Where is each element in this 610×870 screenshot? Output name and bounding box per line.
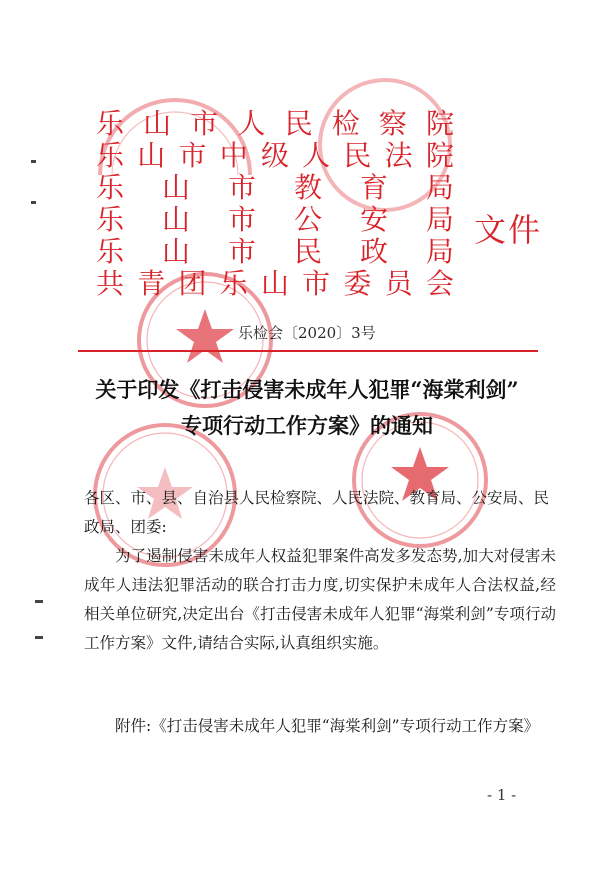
issuer-char: 安 bbox=[359, 203, 388, 236]
issuer-char: 市 bbox=[227, 171, 256, 204]
issuer-char: 人 bbox=[302, 139, 331, 172]
issuer-char: 民 bbox=[284, 107, 313, 140]
salutation: 各区、市、县、自治县人民检察院、人民法院、教育局、公安局、民政局、团委: bbox=[84, 489, 550, 536]
attachment-line: 附件:《打击侵害未成年人犯罪“海棠利剑”专项行动工作方案》 bbox=[115, 717, 540, 735]
margin-mark bbox=[35, 636, 43, 639]
margin-mark bbox=[35, 600, 43, 603]
issuer-char: 市 bbox=[227, 235, 256, 268]
issuer-char: 局 bbox=[425, 235, 454, 268]
issuer-char: 民 bbox=[343, 139, 372, 172]
issuer-row bbox=[96, 172, 454, 204]
page-number: - 1 - bbox=[487, 786, 517, 804]
issuer-row bbox=[96, 204, 454, 236]
issuer-char: 中 bbox=[219, 139, 248, 172]
issuer-row bbox=[96, 236, 454, 268]
issuer-char: 市 bbox=[190, 107, 219, 140]
title-line-1: 关于印发《打击侵害未成年人犯罪“海棠利剑” bbox=[95, 377, 519, 402]
issuer-char: 院 bbox=[425, 139, 454, 172]
issuer-char: 育 bbox=[359, 171, 388, 204]
issuer-char: 委 bbox=[343, 267, 372, 300]
issuer-char: 团 bbox=[178, 267, 207, 300]
issuer-char: 市 bbox=[178, 139, 207, 172]
issuer-char: 乐 bbox=[96, 107, 125, 140]
document-word: 文件 bbox=[474, 211, 543, 249]
issuer-char: 市 bbox=[302, 267, 331, 300]
margin-mark bbox=[31, 160, 36, 163]
margin-mark bbox=[31, 201, 36, 204]
issuer-char: 乐 bbox=[96, 235, 125, 268]
issuer-char: 员 bbox=[384, 267, 413, 300]
issuer-char: 山 bbox=[161, 203, 190, 236]
issuer-char: 会 bbox=[425, 267, 454, 300]
title-line-2: 专项行动工作方案》的通知 bbox=[181, 413, 433, 438]
issuer-char: 山 bbox=[161, 171, 190, 204]
issuer-char: 局 bbox=[425, 203, 454, 236]
issuer-char: 乐 bbox=[96, 171, 125, 204]
issuer-row bbox=[96, 108, 454, 140]
issuer-char: 检 bbox=[331, 107, 360, 140]
issuer-char: 山 bbox=[143, 107, 172, 140]
issuer-char: 市 bbox=[227, 203, 256, 236]
document-title bbox=[70, 372, 544, 444]
issuer-char: 乐 bbox=[96, 203, 125, 236]
issuer-char: 乐 bbox=[96, 139, 125, 172]
issuer-char: 乐 bbox=[219, 267, 248, 300]
issuer-char: 人 bbox=[237, 107, 266, 140]
issuer-char: 察 bbox=[378, 107, 407, 140]
issuer-char: 法 bbox=[384, 139, 413, 172]
issuer-char: 院 bbox=[425, 107, 454, 140]
issuer-row bbox=[96, 268, 454, 300]
issuer-char: 山 bbox=[161, 235, 190, 268]
red-divider bbox=[78, 350, 538, 352]
issuer-char: 局 bbox=[425, 171, 454, 204]
issuer-row bbox=[96, 140, 454, 172]
issuer-char: 政 bbox=[359, 235, 388, 268]
issuer-char: 山 bbox=[137, 139, 166, 172]
document-number: 乐检会〔2020〕3号 bbox=[238, 324, 376, 342]
issuer-char: 山 bbox=[260, 267, 289, 300]
issuer-char: 民 bbox=[293, 235, 322, 268]
body-paragraph: 为了遏制侵害未成年人权益犯罪案件高发多发态势,加大对侵害未成年人违法犯罪活动的联合打击力度,切实保护未成年人合法权益,经相关单位研究,决定出台《打击侵害未成年人犯罪“海棠利剑”专项行动工作方案》文件,请结合实际,认真组织实施。 bbox=[84, 547, 556, 652]
issuer-char: 共 bbox=[96, 267, 125, 300]
issuer-char: 公 bbox=[293, 203, 322, 236]
issuer-char: 教 bbox=[293, 171, 322, 204]
issuing-organizations bbox=[96, 108, 454, 300]
issuer-char: 青 bbox=[137, 267, 166, 300]
issuer-char: 级 bbox=[260, 139, 289, 172]
